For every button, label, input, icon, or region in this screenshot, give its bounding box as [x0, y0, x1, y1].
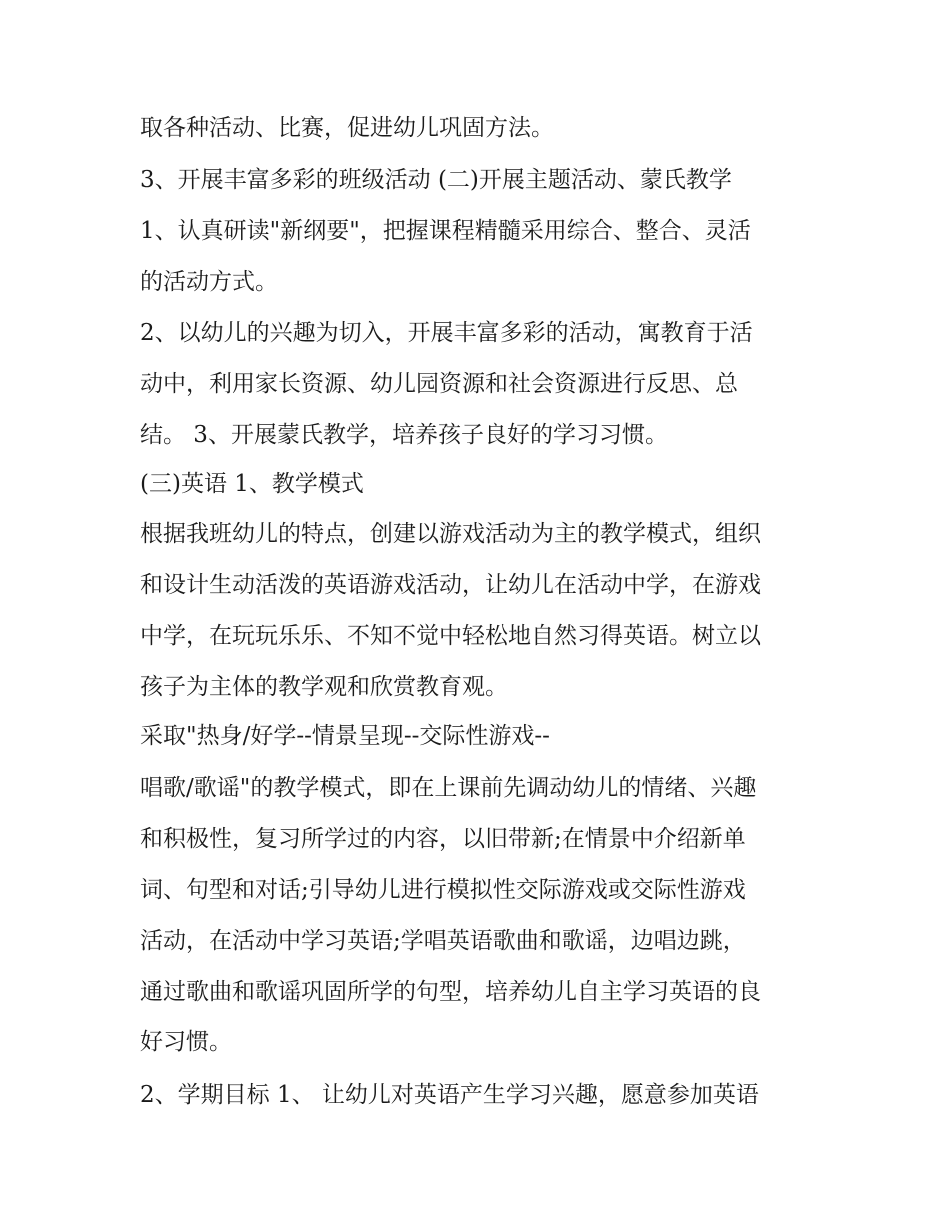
text-line: 根据我班幼儿的特点，创建以游戏活动为主的教学模式，组织 — [140, 521, 761, 547]
text-line: 2、以幼儿的兴趣为切入，开展丰富多彩的活动，寓教育于活 — [140, 320, 753, 346]
text-line: 和设计生动活泼的英语游戏活动，让幼儿在活动中学，在游戏 — [140, 572, 761, 598]
text-line: 好习惯。 — [140, 1029, 232, 1055]
text-line: 孩子为主体的教学观和欣赏教育观。 — [140, 674, 508, 700]
text-line: 通过歌曲和歌谣巩固所学的句型，培养幼儿自主学习英语的良 — [140, 979, 761, 1005]
text-line: 和积极性，复习所学过的内容，以旧带新;在情景中介绍新单 — [140, 826, 746, 852]
text-line: 中学，在玩玩乐乐、不知不觉中轻松地自然习得英语。树立以 — [140, 623, 761, 649]
text-line: 动中，利用家长资源、幼儿园资源和社会资源进行反思、总 — [140, 371, 738, 397]
text-line: 结。 3、开展蒙氏教学，培养孩子良好的学习习惯。 — [140, 422, 668, 448]
text-line: 活动，在活动中学习英语;学唱英语歌曲和歌谣，边唱边跳， — [140, 928, 746, 954]
text-line: (三)英语 1、教学模式 — [140, 471, 364, 497]
text-line: 2、学期目标 1、 让幼儿对英语产生学习兴趣，愿意参加英语 — [140, 1082, 759, 1108]
text-line: 唱歌/歌谣"的教学模式，即在上课前先调动幼儿的情绪、兴趣 — [140, 775, 757, 801]
text-line: 的活动方式。 — [140, 269, 278, 295]
text-line: 采取"热身/好学--情景呈现--交际性游戏-- — [140, 723, 550, 749]
text-line: 取各种活动、比赛，促进幼儿巩固方法。 — [140, 115, 554, 141]
text-line: 1、认真研读"新纲要"，把握课程精髓采用综合、整合、灵活 — [140, 218, 751, 244]
text-line: 3、开展丰富多彩的班级活动 (二)开展主题活动、蒙氏教学 — [140, 167, 732, 193]
text-line: 词、句型和对话;引导幼儿进行模拟性交际游戏或交际性游戏 — [140, 877, 746, 903]
